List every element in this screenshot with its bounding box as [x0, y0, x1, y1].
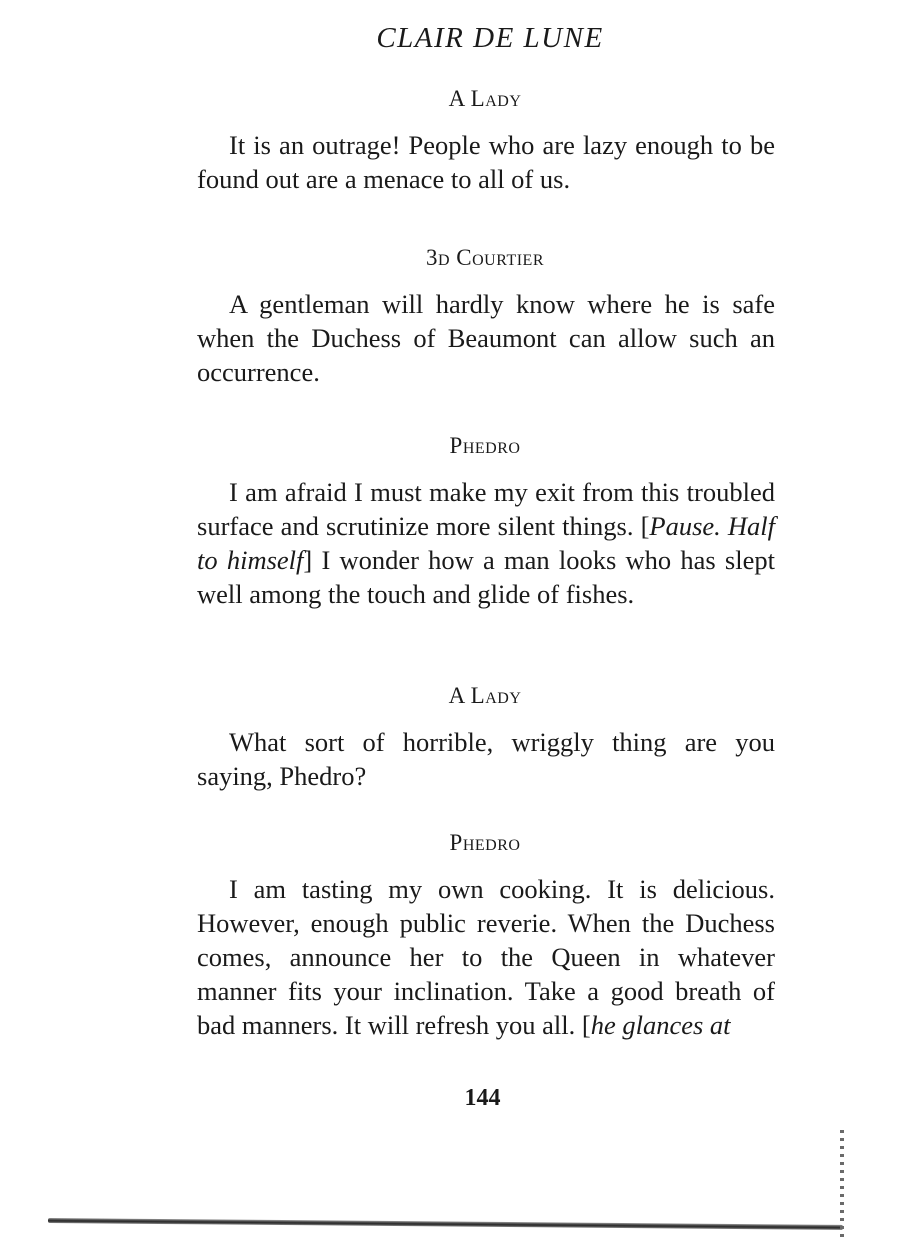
speech-text [197, 475, 775, 611]
speech-segment: I am tasting my own cooking. It is delicious. However, enough public reverie. When the Duchess comes, announce her to the Queen in whatever manner fits your inclination. Take a good breath of bad manners. It will refresh you all. [ [197, 874, 775, 1040]
speech-text [197, 872, 775, 1042]
speaker-label: Phedro [449, 830, 521, 855]
speaker-label: Phedro [449, 433, 521, 458]
speaker-name [195, 245, 775, 271]
speech-text [197, 725, 775, 793]
speech-text [197, 287, 775, 389]
speech-segment: What sort of horrible, wriggly thing are you saying, Phedro? [197, 727, 775, 791]
speech-text [197, 128, 775, 196]
speaker-label: 3d Courtier [425, 245, 544, 270]
page-edge-shadow [48, 1218, 843, 1230]
page-edge-mark [840, 1130, 844, 1240]
page-number: 144 [464, 1085, 501, 1111]
speech-segment: I am afraid I must make my exit from this troubled surface and scrutinize more silent things. [ [197, 477, 775, 541]
speaker-name [195, 86, 775, 112]
speech-segment: It is an outrage! People who are lazy enough to be found out are a menace to all of us. [197, 130, 775, 194]
speech-segment: ] I wonder how a man looks who has slept well among the touch and glide of fishes. [197, 545, 775, 609]
speech-segment: A gentleman will hardly know where he is safe when the Duchess of Beaumont can allow such an occurrence. [197, 289, 775, 387]
speaker-name [195, 830, 775, 856]
speaker-label: A Lady [448, 683, 522, 708]
stage-direction: he glances at [590, 1010, 731, 1040]
speaker-name [195, 433, 775, 459]
running-head: CLAIR DE LUNE [376, 22, 604, 54]
speaker-label: A Lady [448, 86, 522, 111]
speaker-name [195, 683, 775, 709]
stage-direction: Pause. Half to himself [197, 511, 775, 575]
